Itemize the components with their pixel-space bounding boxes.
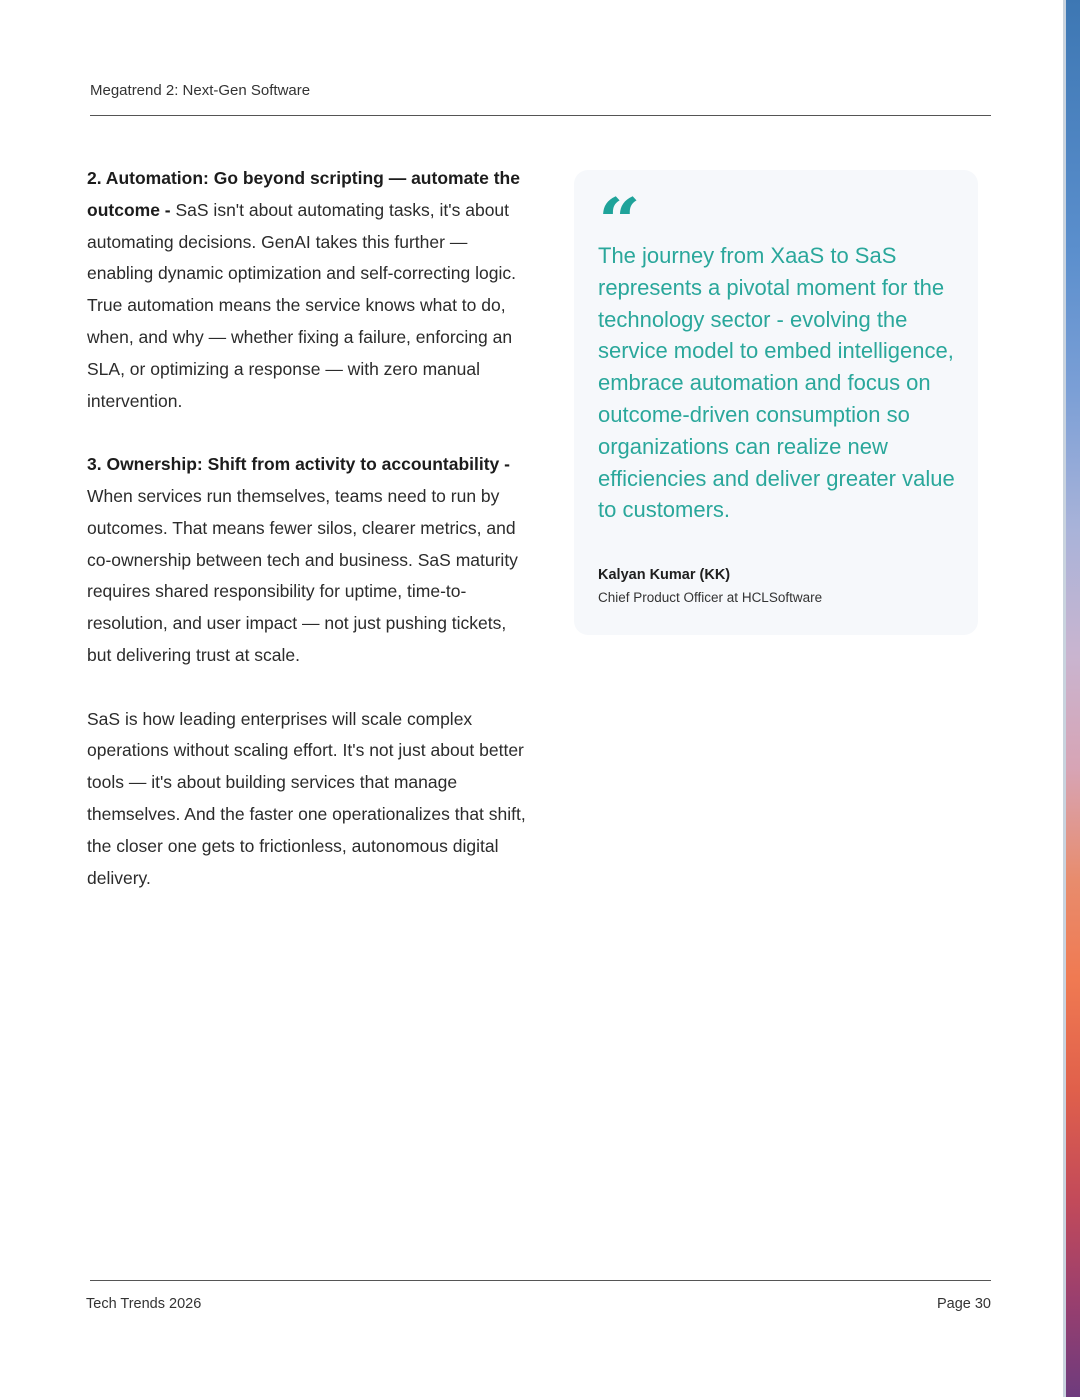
quote-author-role: Chief Product Officer at HCLSoftware [598, 590, 823, 605]
section-header-title: Megatrend 2: Next-Gen Software [90, 82, 311, 99]
pull-quote-text: The journey from XaaS to SaS represents a pivotal moment for the technology sector - evolving the service model to embed intelligence, embrace automation and focus on outcome-driven consumption so organizations can realize new efficiencies and deliver greater value to customers. [598, 243, 955, 523]
paragraph-ownership [87, 449, 532, 672]
footer-publication: Tech Trends 2026 [86, 1296, 202, 1312]
paragraph-automation [87, 163, 532, 417]
decorative-edge-strip [1066, 0, 1080, 1397]
header-divider [90, 115, 991, 116]
body-text-column [87, 163, 532, 926]
footer-page-number: Page 30 [936, 1296, 991, 1312]
quote-mark-icon: “ [598, 184, 641, 257]
quote-author-name: Kalyan Kumar (KK) [598, 567, 731, 583]
ownership-heading: 3. Ownership: Shift from activity to accountability - [87, 454, 510, 475]
automation-text: SaS isn't about automating tasks, it's about automating decisions. GenAI takes this further — enabling dynamic optimization and self-correcting logic. True automation means the service knows what to do, when, and why — whether fixing a failure, enforcing an SLA, or optimizing a response — with zero manual intervention. [87, 199, 516, 411]
footer-divider [90, 1280, 991, 1281]
paragraph-conclusion: SaS is how leading enterprises will scale complex operations without scaling effort. It's not just about better tools — it's about building services that manage themselves. And the faster one operationalizes that shift, the closer one gets to frictionless, autonomous digital delivery. [87, 708, 526, 888]
automation-heading: 2. Automation: Go beyond scripting — automate the outcome - [87, 168, 520, 220]
ownership-text: When services run themselves, teams need to run by outcomes. That means fewer silos, clearer metrics, and co-ownership between tech and business. SaS maturity requires shared responsibility for uptime, time-to-resolution, and user impact — not just pushing tickets, but delivering trust at scale. [87, 485, 518, 665]
